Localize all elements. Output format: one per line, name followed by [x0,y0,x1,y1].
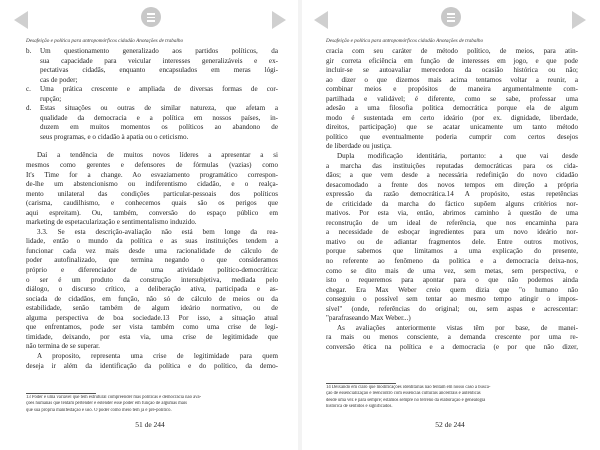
text-line: chegar. Era Max Weber creio quem dizia que "o humano não [326,285,578,294]
text-line: conversão ética na política e a democracia (e por que não dizer, [326,342,578,351]
text-line: combinar meios e propósitos de maneira argumentalmente com- [326,85,578,94]
next-page-icon[interactable] [572,11,586,29]
text-line: diálogo, o discurso crítico, a deliberação ativa, participada e as- [26,285,278,294]
text-line: modo é sustentada em certo ideário (por ex. dignidade, liberdade, [326,113,578,122]
text-line: que enfrentamos, pode ser vista também como uma crise de legi- [26,323,278,332]
list-marker: b. [26,47,32,55]
text-line: como se dito mais de uma vez, sem metas, sem perspectiva, e [326,266,578,275]
text-line: a necessidade de esboçar ingredientes para um novo ideário nor- [326,228,578,237]
paragraph [326,324,578,353]
paragraph [326,152,578,324]
text-line: ções humanas que tentam pertender e estender esse poder em função de algumas mais [26,401,188,407]
text-line: 3.3. Se esta descrição-avaliação não está bem longe da rea- [37,227,278,236]
text-line: desacomodado a frente dos novos tempos em direção a própria [326,180,578,189]
text-line: sível" (onde, referências do original; ou, sem aspas e acrescentar: [326,304,578,313]
list-item [26,47,278,85]
footnote-rule [26,393,96,394]
page-number: 51 de 244 [135,420,165,429]
right-page [304,0,596,450]
text-line: 14 Deixando em claro que modificações identitárias não tentam em nosso caso a busca- [326,385,491,390]
list-item [26,85,278,104]
running-head: Desafeição e política para antropomórficos cidadão Anotações de trabalho [26,38,184,44]
text-line: próprio e diferenciador de uma atividade político-democrática: [26,266,278,275]
next-page-icon[interactable] [272,11,286,29]
text-line: funcionar cada vez mais desde uma racionalidade de cálculo de [26,246,278,255]
text-line: As avaliações anteriormente vistas têm por base, de manei- [337,323,578,332]
text-line: de liberdade ou justiça. [326,142,392,151]
paragraph [326,47,578,152]
prev-page-icon[interactable] [14,11,28,29]
prev-page-icon[interactable] [314,11,328,29]
text-line: gir correta eficiência em função de interesses em jogo, e que pode [326,56,578,65]
text-line: seus programas, e o cidadão à apatia ou o ceticismo. [40,132,189,141]
left-page [4,0,296,450]
footnote-rule [326,383,396,384]
text-line: poder autofinalizado, que termina negando o que consideramos [26,256,278,265]
paragraph [26,352,278,371]
text-line: não termina de se superar. [26,342,100,351]
text-line: o ser é um produto da construção intersubjetiva, mediada pelo [26,275,278,284]
list-marker: d. [26,104,32,113]
text-line: de criticidade da marcha do fáctico supõem alguns critérios nor- [326,199,578,208]
text-line: histórica de sentidos e significados. [326,403,393,409]
text-line: mativo ou de adiantar fragmentos dele. Entre outros motivos, [326,237,578,246]
list-item [26,104,278,142]
text-line: desde uma vez e para sempre; estamos sempre no terreno da elaboração e genealogia [326,397,486,403]
text-line: reconstrução de um ideal de referência, que nos encaminha para [326,218,578,227]
text-line: a marcha das instituições reputadas democráticas para os cida- [326,161,578,170]
text-line: rupção; [40,94,62,103]
text-line: It's Time for a change. Ao esvaziamento programático correspon- [26,170,278,179]
text-line: que sua própria manifestação e uso. O poder como meio tem já é pré-político. [26,407,172,413]
text-line: "parafraseando Max Weber...) [326,314,411,323]
menu-icon[interactable] [441,7,461,27]
text-line: aqui espreitam). Ou, também, conversão do espaço público em [26,208,278,217]
text-line: conseguiu o possível sem tentar ao mesmo tempo atingir o impos- [326,295,578,304]
text-line: A proposito, representa uma crise de legitimidade para quem [37,351,278,360]
text-line: isto o requeremos para apontar para o que não podemos ainda [326,276,578,285]
text-line: no referente ao fenômeno da política e a democracia deixa-nos, [326,257,578,266]
text-line: mesmos como gerentes e defensores de fórmulas (vazias) como [26,161,278,170]
right-nav-bar [304,5,596,35]
menu-icon[interactable] [141,7,161,27]
text-line: lidade, então o mundo da política e as suas instituições tendem a [26,237,278,246]
text-line: 13 Poder é uma variável que tem estrutural compreender mas políticas e democracia não ava- [26,395,202,400]
paragraph [26,151,278,227]
text-line: Daí a tendência de muitos novos líderes a apresentar a si [37,151,278,160]
text-line: ra mais ou menos consciente, a demanda crescente por uma re- [326,333,578,342]
left-nav-bar [4,5,296,35]
text-line: alguma perspectiva de boa sociedade.13 Por isso, a situação atual [26,313,278,322]
page-gutter [298,0,302,450]
text-line: mento unilateral das condições particular-pessoais dos políticos [26,189,278,198]
text-line: ção de essencialização e reencontro com essências culturais ancestrais e autênticas [326,391,481,397]
text-line: duzem em muitos momentos os políticos ao abandono de [40,123,278,132]
text-line: sociada de cidadãos, em função, não só de cálculo de meios ou da [26,294,278,303]
page-number: 52 de 244 [435,420,465,429]
text-line: dãos; a que vem desde a necessária redefinição do novo cidadão [326,171,578,180]
text-line: (carisma, caudilhismo, e conhecemos quais são os perigos que [26,199,278,208]
text-line: adesão a uma filosofia política democrática porque ela de algum [326,104,578,113]
text-line: cracia com seu caráter de método político, de meios, para atin- [326,47,578,55]
text-line: sua capacidade para veicular interesses generalizáveis e ex- [40,56,278,65]
text-line: estabilidade, senão também de algum ideário normativo, ou de [26,304,278,313]
text-line: porque sabemos que limitamos a uma explicação do presente, [326,247,578,256]
text-line: político que eventualmente poderia cumprir com certos desejos [326,132,578,141]
text-line: ao dizer o que dizemos mais acima tentamos voltar a reunir, a [326,75,578,84]
text-line: deseja ir além da identificação da política e do político, da demo- [26,361,278,370]
text-line: timidade, deixando, por esta via, uma crise de legitimidade que [26,332,278,341]
text-line: marketing de espetacularização e sentimentalismo induzido. [26,218,197,227]
running-head: Desafeição e política para antropomórficos cidadão Anotações de trabalho [326,38,484,44]
text-line: Estas situações ou outras de similar natureza, que afetam a [40,104,278,113]
text-line: cas de poder; [40,75,78,84]
paragraph [26,228,278,352]
text-line: Um questionamento generalizado aos partidos políticos, da [40,47,278,55]
footnote [326,385,578,410]
text-line: Uma prática crescente e ampliada de diversas formas de cor- [40,85,278,94]
left-body-text [26,47,278,371]
text-line: expressão da razão democrática.14 A propósito, estas repetências [326,190,578,199]
text-line: qualidade da democracia e a política em nossos países, in- [40,113,278,122]
text-line: direitos, participação) que se acatar unicamente um tanto método [326,123,578,132]
text-line: de-lhe um abstencionismo ou indiferentismo cidadão, e o realça- [26,180,278,189]
text-line: mativos. Por esta via, então, abrimos caminho à questão de uma [326,209,578,218]
footnote [26,395,278,414]
list-marker: c. [26,85,31,94]
text-line: partilhada e validável; é diferente, como se sabe, professar uma [326,94,578,103]
text-line: Dupla modificação identitária, portanto: a que vai desde [337,152,578,161]
text-line: pectativas cidadãs, enquanto encapsulados em meras lógi- [40,66,278,75]
text-line: incluir-se se autoavaliar merecedora da ocasião histórica ou não; [326,66,578,75]
right-body-text [326,47,578,353]
